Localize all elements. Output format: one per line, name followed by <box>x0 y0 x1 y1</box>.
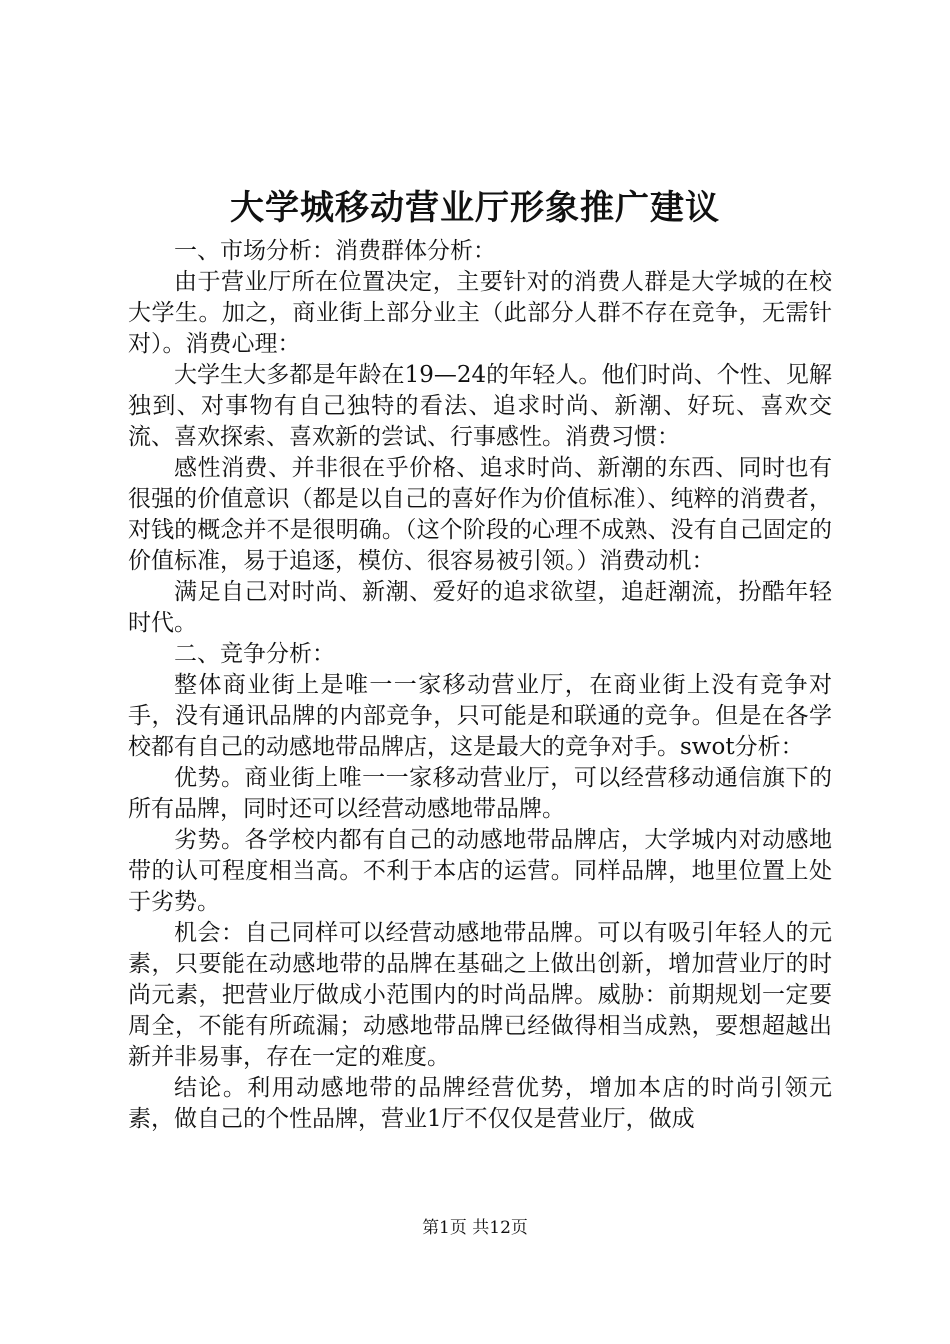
paragraph-weaknesses: 劣势。各学校内都有自己的动感地带品牌店，大学城内对动感地带的认可程度相当高。不利于本店的运营。同样品牌，地里位置上处于劣势。 <box>128 827 832 915</box>
document-body <box>128 236 832 1135</box>
paragraph-consumer-habits: 感性消费、并非很在乎价格、追求时尚、新潮的东西、同时也有很强的价值意识（都是以自己的喜好作为价值标准）、纯粹的消费者，对钱的概念并不是很明确。（这个阶段的心理不成熟、没有自己固定的价值标准，易于追逐，模仿、很容易被引领。）消费动机： <box>128 455 832 574</box>
paragraph-competition-heading: 二、竞争分析： <box>174 641 335 667</box>
paragraph-consumer-psychology: 大学生大多都是年龄在19—24的年轻人。他们时尚、个性、见解独到、对事物有自己独特的看法、追求时尚、新潮、好玩、喜欢交流、喜欢探索、喜欢新的尝试、行事感性。消费习惯： <box>128 362 832 450</box>
paragraph-consumer-motivation: 满足自己对时尚、新潮、爱好的追求欲望，追赶潮流，扮酷年轻时代。 <box>128 579 832 636</box>
paragraph-consumer-group: 由于营业厅所在位置决定，主要针对的消费人群是大学城的在校大学生。加之，商业街上部分业主（此部分人群不存在竞争，无需针对）。消费心理： <box>128 269 832 357</box>
paragraph-conclusion: 结论。利用动感地带的品牌经营优势，增加本店的时尚引领元素，做自己的个性品牌，营业1厅不仅仅是营业厅，做成 <box>128 1075 832 1132</box>
paragraph-opportunities-threats: 机会：自己同样可以经营动感地带品牌。可以有吸引年轻人的元素，只要能在动感地带的品牌在基础之上做出创新，增加营业厅的时尚元素，把营业厅做成小范围内的时尚品牌。威胁：前期规划一定要周全，不能有所疏漏；动感地带品牌已经做得相当成熟，要想超越出新并非易事，存在一定的难度。 <box>128 920 832 1070</box>
page-footer: 第1页 共12页 <box>422 1218 528 1238</box>
paragraph-competition-analysis: 整体商业街上是唯一一家移动营业厅，在商业街上没有竞争对手，没有通讯品牌的内部竞争，只可能是和联通的竞争。但是在各学校都有自己的动感地带品牌店，这是最大的竞争对手。swot分析： <box>128 672 832 760</box>
paragraph-strengths: 优势。商业街上唯一一家移动营业厅，可以经营移动通信旗下的所有品牌，同时还可以经营动感地带品牌。 <box>128 765 832 822</box>
document-title: 大学城移动营业厅形象推广建议 <box>230 188 720 228</box>
paragraph-market-analysis-heading: 一、市场分析：消费群体分析： <box>174 238 496 264</box>
